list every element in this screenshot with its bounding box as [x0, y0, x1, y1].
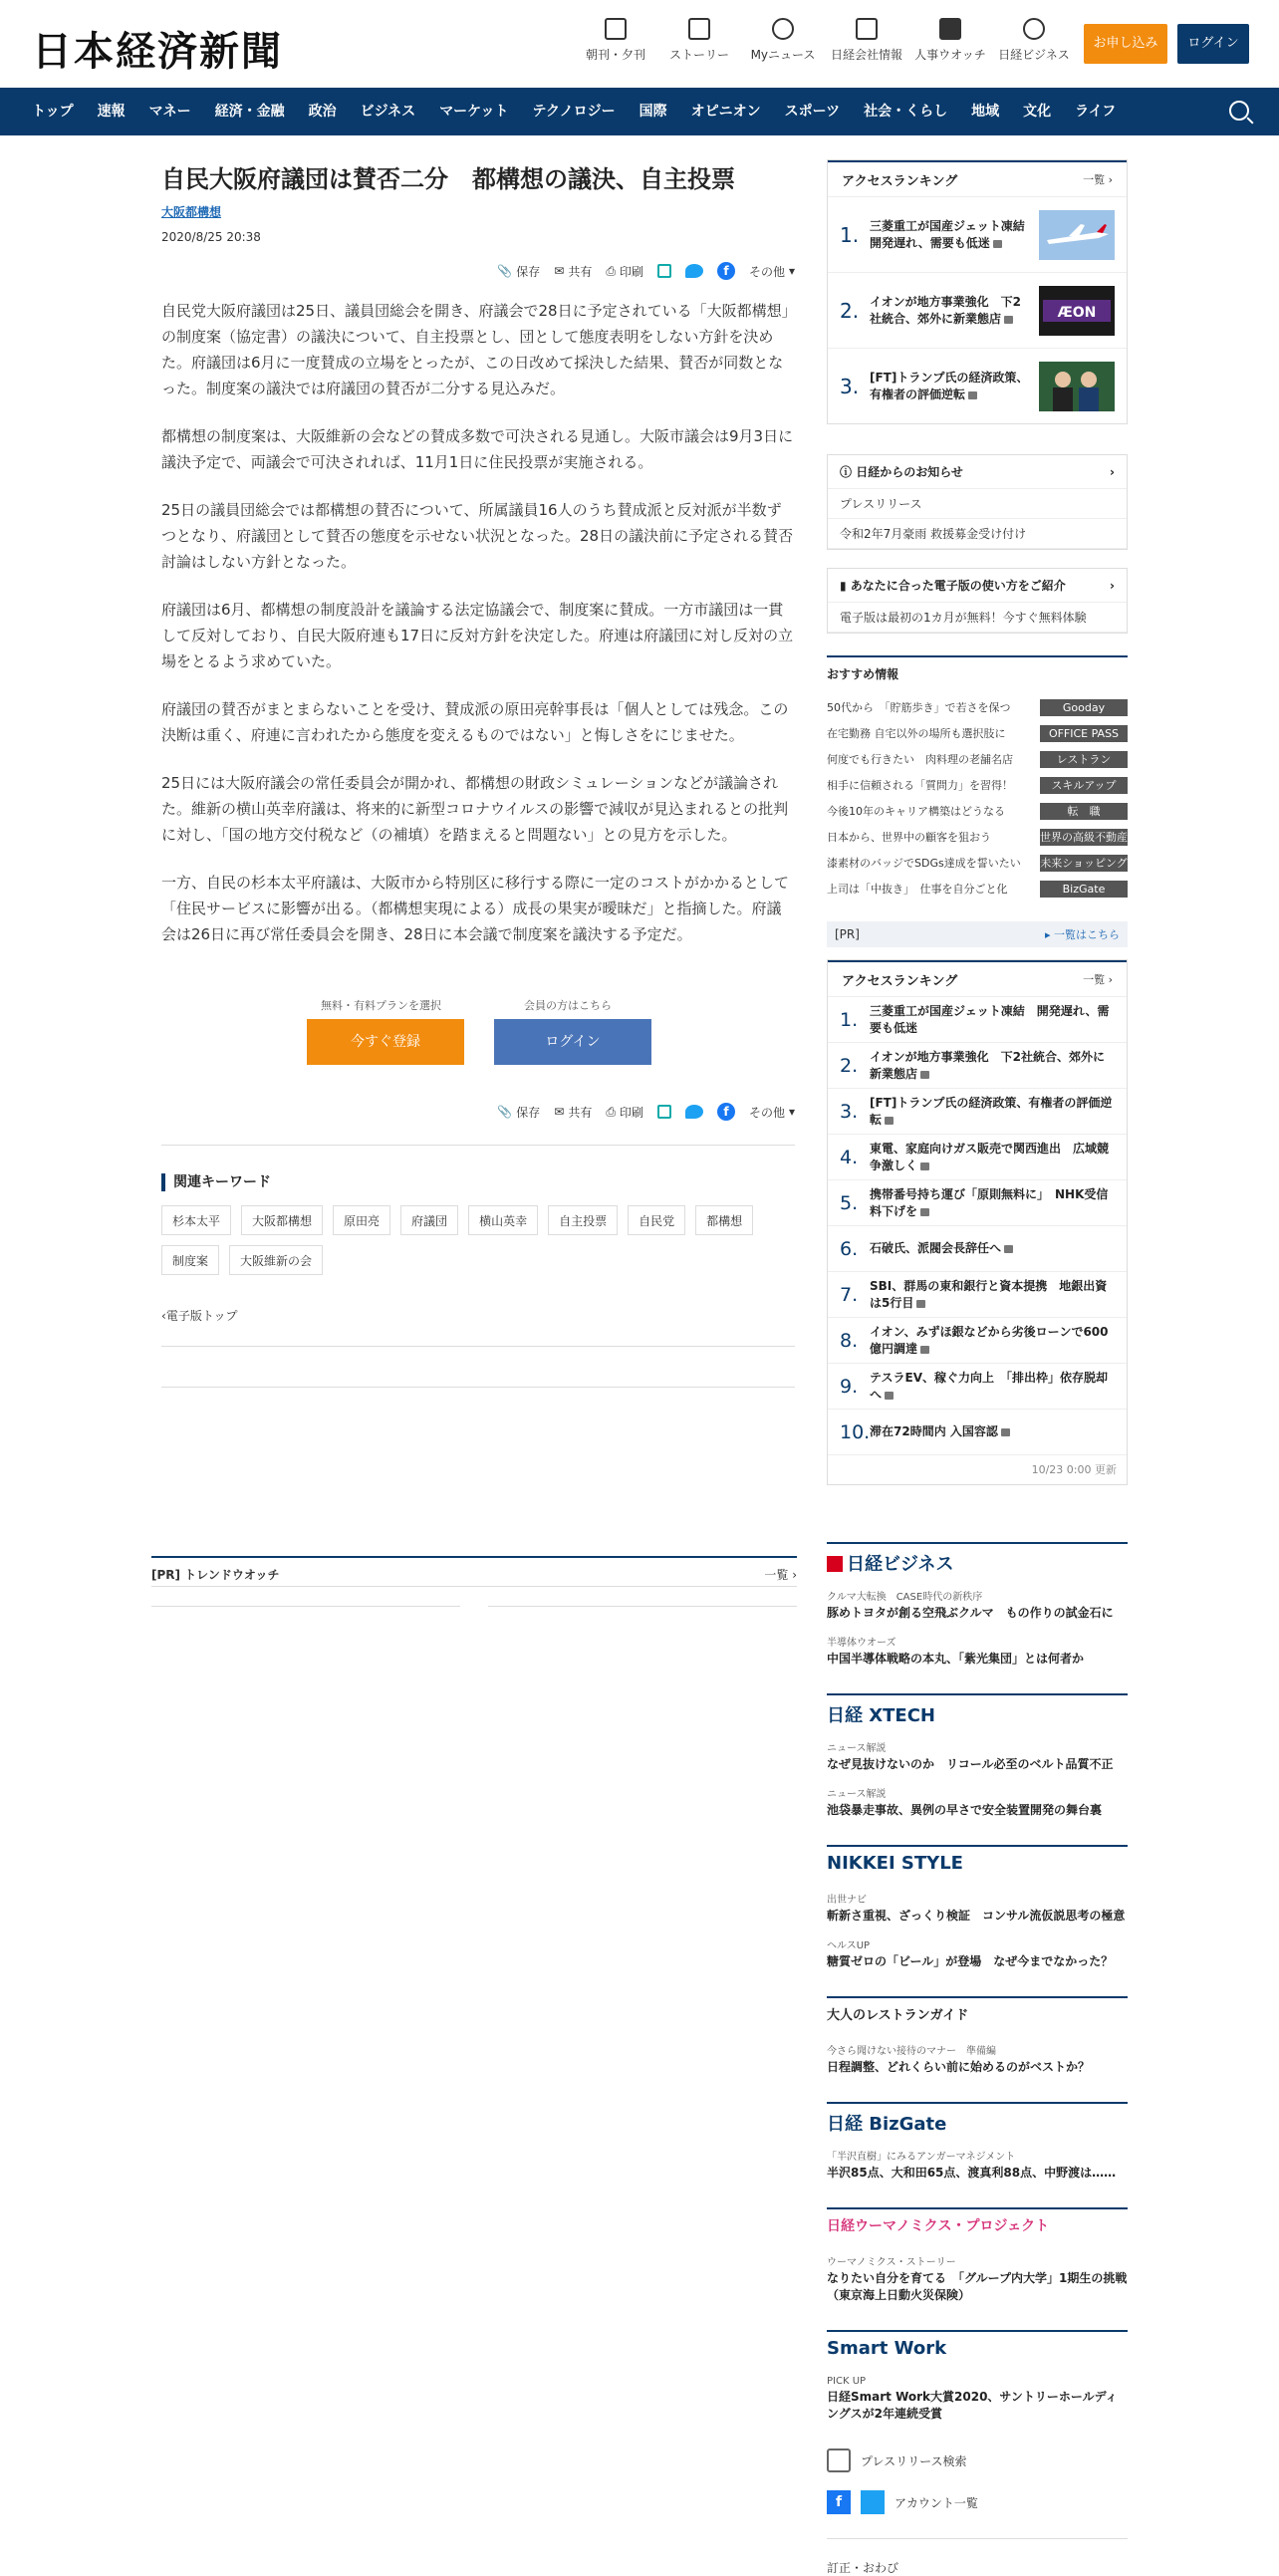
gnav-item[interactable]: テクノロジー [532, 104, 616, 120]
news-row[interactable]: 令和2年7月豪雨 救援募金受け付け [828, 519, 1127, 549]
divider [488, 1606, 797, 1607]
lock-icon [1004, 316, 1013, 324]
brand-logo[interactable]: 日経 XTECH [827, 1705, 935, 1726]
brand-block [827, 2330, 1128, 2423]
gnav-item[interactable]: 経済・金融 [214, 104, 285, 120]
ranking-box-1 [827, 159, 1128, 424]
gnav-item[interactable]: スポーツ [784, 104, 841, 120]
gnav-item[interactable]: オピニオン [690, 104, 761, 120]
facebook-icon: f [827, 2490, 851, 2514]
keyword-tag[interactable]: 自民党 [628, 1205, 685, 1235]
ranking-item[interactable]: 10. 滞在72時間内 入国容認 [828, 1409, 1127, 1454]
register-area [161, 997, 795, 1077]
twitter-icon[interactable] [685, 264, 703, 278]
brand-block [827, 1693, 1128, 1819]
keywords-title: 関連キーワード [161, 1173, 795, 1191]
gnav-item[interactable]: ライフ [1075, 104, 1117, 120]
paragraph: 都構想の制度案は、大阪維新の会などの賛成多数で可決される見通し。大阪市議会は9月3日に議決予定で、両議会で可決されれば、11月1日に住民投票が実施される。 [161, 427, 794, 471]
lock-icon [920, 1071, 929, 1079]
brand-logo[interactable]: NIKKEI STYLE [827, 1853, 963, 1874]
sidebar-brands [827, 1542, 1128, 2576]
ranking-item[interactable]: 5. 携帯番号持ち運び「原則無料に」 NHK受信料下げを [828, 1179, 1127, 1225]
search-person-icon [939, 18, 961, 40]
lock-icon [968, 391, 977, 399]
brand-article[interactable]: 今さら聞けない接待のマナー 準備編 日程調整、どれくらい前に始めるのがベストか？ [827, 2046, 1091, 2074]
gnav-item[interactable]: 地域 [971, 104, 1000, 120]
lock-icon [920, 1346, 929, 1354]
ranking-item[interactable]: 1. 三菱重工が国産ジェット凍結 開発遅れ、需要も低迷 [828, 196, 1127, 272]
print-button[interactable]: ⎙ 印刷 [606, 263, 643, 279]
ranking-more-link[interactable]: 一覧 › [1083, 173, 1113, 186]
store-thumbnail [1039, 286, 1115, 336]
gnav-item[interactable]: 社会・くらし [864, 104, 948, 120]
ranking-more-link[interactable]: 一覧 › [1083, 973, 1113, 986]
press-search-link[interactable]: プレスリリース検索 [827, 2448, 1128, 2472]
share-button[interactable]: ✉ 共有 [554, 264, 593, 279]
keyword-tag[interactable]: 横山英幸 [468, 1205, 538, 1235]
brand-logo[interactable]: 大人のレストランガイド [827, 2008, 969, 2023]
site-header [0, 0, 1279, 88]
bookmark-icon[interactable] [657, 1105, 671, 1119]
member-label: 会員の方はこちら [524, 999, 612, 1012]
paragraph: 府議団は6月、都構想の制度設計を議論する法定協議会で、制度案に賛成。一方市議団は一貫して反対しており、自民大阪府連も17日に反対方針を決定した。府連は府議団に対し反対の立場をとるよう求めていた。 [161, 601, 794, 670]
gnav-item[interactable]: マネー [148, 104, 191, 120]
clip-icon: 📎 [497, 1105, 513, 1119]
airplane-thumbnail [1039, 210, 1115, 260]
keyword-tag[interactable]: 都構想 [695, 1205, 753, 1235]
nav-company-info[interactable]: 日経会社情報 [825, 18, 908, 63]
guide-header[interactable]: ▮ あなたに合った電子版の使い方をご紹介 › [828, 569, 1127, 603]
article-tools [161, 256, 795, 286]
ranking-box-2 [827, 959, 1128, 1485]
brand-block [827, 2102, 1128, 2182]
gnav-item[interactable]: 国際 [639, 104, 667, 120]
recommend-item[interactable]: 相手に信頼される「質問力」を習得！ スキルアップ [827, 772, 1128, 798]
brand-article[interactable]: 出世ナビ 斬新さ重視、ざっくり検証 コンサル流仮説思考の極意 [827, 1895, 1126, 1923]
brand-article[interactable]: ニュース解説 池袋暴走事故、異例の早さで安全装置開発の舞台裏 [827, 1789, 1103, 1817]
chart-icon [856, 18, 878, 40]
newspaper-icon [605, 18, 627, 40]
mail-icon: ✉ [554, 1105, 565, 1119]
gnav-item[interactable]: マーケット [439, 104, 509, 120]
brand-article[interactable]: ウーマノミクス・ストーリー なりたい自分を育てる 「グループ内大学」1期生の挑戦（東京海上日動火災保険） [827, 2257, 1128, 2302]
recommend-item[interactable]: 在宅勤務 自宅以外の場所も選択肢に OFFICE PASS [827, 720, 1128, 746]
lock-icon [885, 1392, 894, 1400]
article [161, 161, 795, 1388]
nav-personnel[interactable]: 人事ウオッチ [908, 18, 992, 63]
twitter-icon [861, 2490, 885, 2514]
press-release-icon [827, 2448, 851, 2472]
recommend-item[interactable]: 50代から 「貯筋歩き」で若さを保つ Gooday [827, 694, 1128, 720]
sidebar [827, 159, 1128, 1485]
document-icon [688, 18, 710, 40]
gnav-item[interactable]: ビジネス [360, 104, 416, 120]
clip-icon: 📎 [497, 264, 513, 278]
nav-edition[interactable]: 朝刊・夕刊 [574, 18, 657, 63]
plan-label: 無料・有料プランを選択 [321, 999, 441, 1012]
brand-article[interactable]: 半導体ウオーズ 中国半導体戦略の本丸、「紫光集団」とは何者か [827, 1638, 1085, 1666]
nav-business[interactable]: 日経ビジネス [992, 18, 1076, 63]
more-tools-button[interactable]: その他 ▾ [748, 264, 795, 279]
back-link[interactable]: ‹電子版トップ [161, 1309, 238, 1323]
chevron-down-icon: ▾ [788, 1105, 795, 1119]
recommend-item[interactable]: 漆素材のバッジでSDGs達成を誓いたい 未来ショッピング [827, 856, 1128, 870]
share-button[interactable]: ✉ 共有 [554, 1105, 593, 1120]
search-icon[interactable] [1229, 101, 1249, 121]
facebook-icon[interactable]: f [717, 262, 735, 280]
global-nav [0, 88, 1279, 135]
brand-block [827, 2207, 1128, 2304]
brand-article[interactable]: PICK UP 日経Smart Work大賞2020、サントリーホールディングスが2年連続受賞 [827, 2376, 1118, 2421]
keyword-tag[interactable]: 府議団 [400, 1205, 458, 1235]
keyword-tag[interactable]: 原田亮 [333, 1205, 390, 1235]
brand-logo[interactable]: Smart Work [827, 2338, 947, 2359]
brand-block [827, 1845, 1128, 1970]
gnav-item[interactable]: 速報 [97, 104, 126, 120]
chevron-left-icon: ‹ [161, 1309, 166, 1323]
news-box [827, 454, 1128, 550]
paragraph: 自民党大阪府議団は25日、議員団総会を開き、府議会で28日に予定されている「大阪都構想」の制度案（協定書）の議決について、自主投票とし、団として態度表明をしない方針を決めた。府議団は6月に一度賛成の立場をとったが、この日改めて採決した結果、賛否が同数となった。制度案の議決では府議団の賛否が二分する見込みだ。 [161, 302, 790, 397]
facebook-icon[interactable]: f [717, 1103, 735, 1121]
ranking-header: アクセスランキング 一覧 › [828, 160, 1127, 196]
info-icon: ⓘ [840, 465, 853, 479]
save-button[interactable]: 📎 保存 [497, 1105, 541, 1120]
login-button[interactable]: ログイン [1177, 24, 1249, 64]
ranking-header: アクセスランキング 一覧 › [828, 960, 1127, 996]
brand-logo[interactable]: 日経 BizGate [827, 2114, 947, 2135]
pr-list-link[interactable]: ▸ 一覧はこちら [1044, 928, 1120, 941]
accounts-link[interactable]: f アカウント一覧 [827, 2490, 1128, 2514]
lock-icon [1001, 1428, 1010, 1436]
brand-article[interactable]: 「半沢直樹」にみるアンガーマネジメント 半沢85点、大和田65点、渡真利88点、中野渡は…… [827, 2152, 1117, 2180]
paragraph: 一方、自民の杉本太平府議は、大阪市から特別区に移行する際に一定のコストがかかるとして「住民サービスに影響が出る。（都構想実現による）成長の果実が曖昧だ」と指摘した。府議会は26日に再び常任委員会を開き、28日に本会議で制度案を議決する予定だ。 [161, 874, 790, 943]
paragraph: 府議団の賛否がまとまらないことを受け、賛成派の原田亮幹事長は「個人としては残念。この決断は重く、府連に言われたから態度を変えるものではない」と悔しさをにじませた。 [161, 700, 789, 744]
keyword-list [161, 1205, 779, 1275]
brand-logo[interactable]: 日経ビジネス [827, 1550, 1128, 1576]
divider [827, 2538, 1128, 2539]
divider [151, 1606, 460, 1607]
ranking-item[interactable]: 2. イオンが地方事業強化 下2社統合、郊外に新業態店 ÆON [828, 272, 1127, 348]
ranking-item[interactable]: 8. イオン、みずほ銀などから劣後ローンで600億円調達 [828, 1317, 1127, 1363]
save-button[interactable]: 📎 保存 [497, 264, 541, 279]
member-login-button[interactable]: ログイン [494, 1019, 651, 1065]
site-logo[interactable]: 日本経済新聞 [32, 28, 283, 75]
gnav-item[interactable]: 政治 [308, 104, 337, 120]
header-nav [574, 18, 1076, 63]
printer-icon: ⎙ [606, 1104, 616, 1119]
brand-block [827, 1542, 1128, 1668]
mail-icon: ✉ [554, 264, 565, 278]
gnav-item[interactable]: トップ [32, 104, 74, 120]
trend-title: [PR] トレンドウオッチ [151, 1568, 280, 1582]
people-thumbnail [1039, 362, 1115, 411]
ranking-item[interactable]: 7. SBI、群馬の東和銀行と資本提携 地銀出資は5行目 [828, 1271, 1127, 1317]
trend-more-link[interactable]: 一覧 › [764, 1568, 797, 1582]
news-row[interactable]: プレスリリース [828, 489, 1127, 519]
lock-icon [1004, 1245, 1013, 1253]
ranking-item[interactable]: 3. [FT]トランプ氏の経済政策、有権者の評価逆転 [828, 1088, 1127, 1134]
book-icon: ▮ [840, 579, 847, 593]
gnav-item[interactable]: 文化 [1023, 104, 1052, 120]
ranking-item[interactable]: 9. テスラEV、稼ぐ力向上 「排出枠」依存脱却へ [828, 1363, 1127, 1409]
topic-link[interactable]: 大阪都構想 [161, 205, 222, 219]
lock-icon [993, 240, 1002, 248]
brand-article[interactable]: クルマ大転換 CASE時代の新秩序 豚めトヨタが創る空飛ぶクルマ もの作りの試金石に [827, 1592, 1114, 1620]
recommend-item[interactable]: 今後10年のキャリア構築はどうなる 転 職 [827, 798, 1128, 824]
ranking-item[interactable]: 4. 東電、家庭向けガス販売で関西進出 広域競争激しく [828, 1134, 1127, 1179]
recommend-item[interactable]: 何度でも行きたい 肉料理の老舗名店 レストラン [827, 746, 1128, 772]
keyword-tag[interactable]: 自主投票 [548, 1205, 618, 1235]
news-header[interactable]: ⓘ 日経からのお知らせ › [828, 455, 1127, 489]
ranking-item[interactable]: 1. 三菱重工が国産ジェット凍結 開発遅れ、需要も低迷 [828, 996, 1127, 1042]
recommend-title: おすすめ情報 [827, 655, 1128, 682]
divider [161, 1387, 795, 1388]
brand-article[interactable]: ニュース解説 なぜ見抜けないのか リコール必至のベルト品質不正 [827, 1743, 1114, 1771]
keyword-tag[interactable]: 大阪維新の会 [229, 1245, 323, 1275]
recommend-item[interactable]: 日本から、世界中の顧客を狙おう 世界の高級不動産 [827, 830, 1128, 844]
lock-icon [920, 1162, 929, 1170]
chevron-down-icon: ▾ [788, 264, 795, 278]
lock-icon [885, 1117, 894, 1125]
brand-block [827, 1996, 1128, 2076]
article-date: 2020/8/25 20:38 [161, 230, 261, 244]
nav-story[interactable]: ストーリー [657, 18, 741, 63]
nav-mynews[interactable]: Myニュース [741, 18, 825, 63]
pr-bar: [PR] ▸ 一覧はこちら [827, 921, 1128, 947]
ranking-updated: 10/23 0:00 更新 [828, 1454, 1127, 1484]
recommend-box [827, 655, 1128, 902]
correction-link[interactable]: 訂正・おわび [827, 2561, 899, 2575]
divider [151, 1586, 797, 1587]
guide-row[interactable]: 電子版は最初の1カ月が無料！今すぐ無料体験 [828, 603, 1127, 633]
user-icon [772, 18, 794, 40]
article-body [161, 298, 795, 947]
brand-article[interactable]: ヘルスUP 糖質ゼロの「ビール」が登場 なぜ今までなかった？ [827, 1940, 1114, 1968]
trend-watch-header [151, 1556, 797, 1586]
paragraph: 25日には大阪府議会の常任委員会が開かれ、都構想の財政シミュレーションなどが議論された。維新の横山英幸府議は、将来的に新型コロナウイルスの影響で減収が見込まれるとの批判に対し、「国の地方交付税など（の補填）を踏まえると問題ない」との見方を示した。 [161, 774, 789, 844]
article-title: 自民大阪府議団は賛否二分 都構想の議決、自主投票 [161, 165, 735, 193]
paragraph: 25日の議員団総会では都構想の賛否について、所属議員16人のうち賛成派と反対派が半数ずつとなり、府議団として賛否の態度を示せない状況となった。28日の議決前に予定される賛否討論はしない方針となった。 [161, 501, 794, 571]
recommend-item[interactable]: 上司は「中抜き」 仕事を自分ごと化 BizGate [827, 876, 1128, 902]
keyword-tag[interactable]: 制度案 [161, 1245, 219, 1275]
register-button[interactable]: 今すぐ登録 [307, 1019, 464, 1065]
twitter-icon[interactable] [685, 1105, 703, 1119]
keyword-tag[interactable]: 杉本太平 [161, 1205, 231, 1235]
article-tools-bottom [161, 1097, 795, 1127]
ranking-item[interactable]: 3. [FT]トランプ氏の経済政策、有権者の評価逆転 [828, 348, 1127, 423]
lock-icon [920, 1208, 929, 1216]
divider [161, 1145, 795, 1146]
ranking-item[interactable]: 6. 石破氏、派閥会長辞任へ [828, 1225, 1127, 1271]
svg-text:ÆON: ÆON [1057, 304, 1097, 321]
bookmark-icon[interactable] [657, 264, 671, 278]
divider [161, 1346, 795, 1347]
keyword-tag[interactable]: 大阪都構想 [241, 1205, 323, 1235]
guide-box [827, 568, 1128, 634]
more-tools-button[interactable]: その他 ▾ [748, 1105, 795, 1120]
subscribe-button[interactable]: お申し込み [1084, 24, 1167, 64]
printer-icon: ⎙ [606, 263, 616, 278]
print-button[interactable]: ⎙ 印刷 [606, 1104, 643, 1120]
ranking-item[interactable]: 2. イオンが地方事業強化 下2社統合、郊外に新業態店 [828, 1042, 1127, 1088]
lock-icon [916, 1300, 925, 1308]
compass-icon [1023, 18, 1045, 40]
brand-logo[interactable]: 日経ウーマノミクス・プロジェクト [827, 2218, 1050, 2234]
